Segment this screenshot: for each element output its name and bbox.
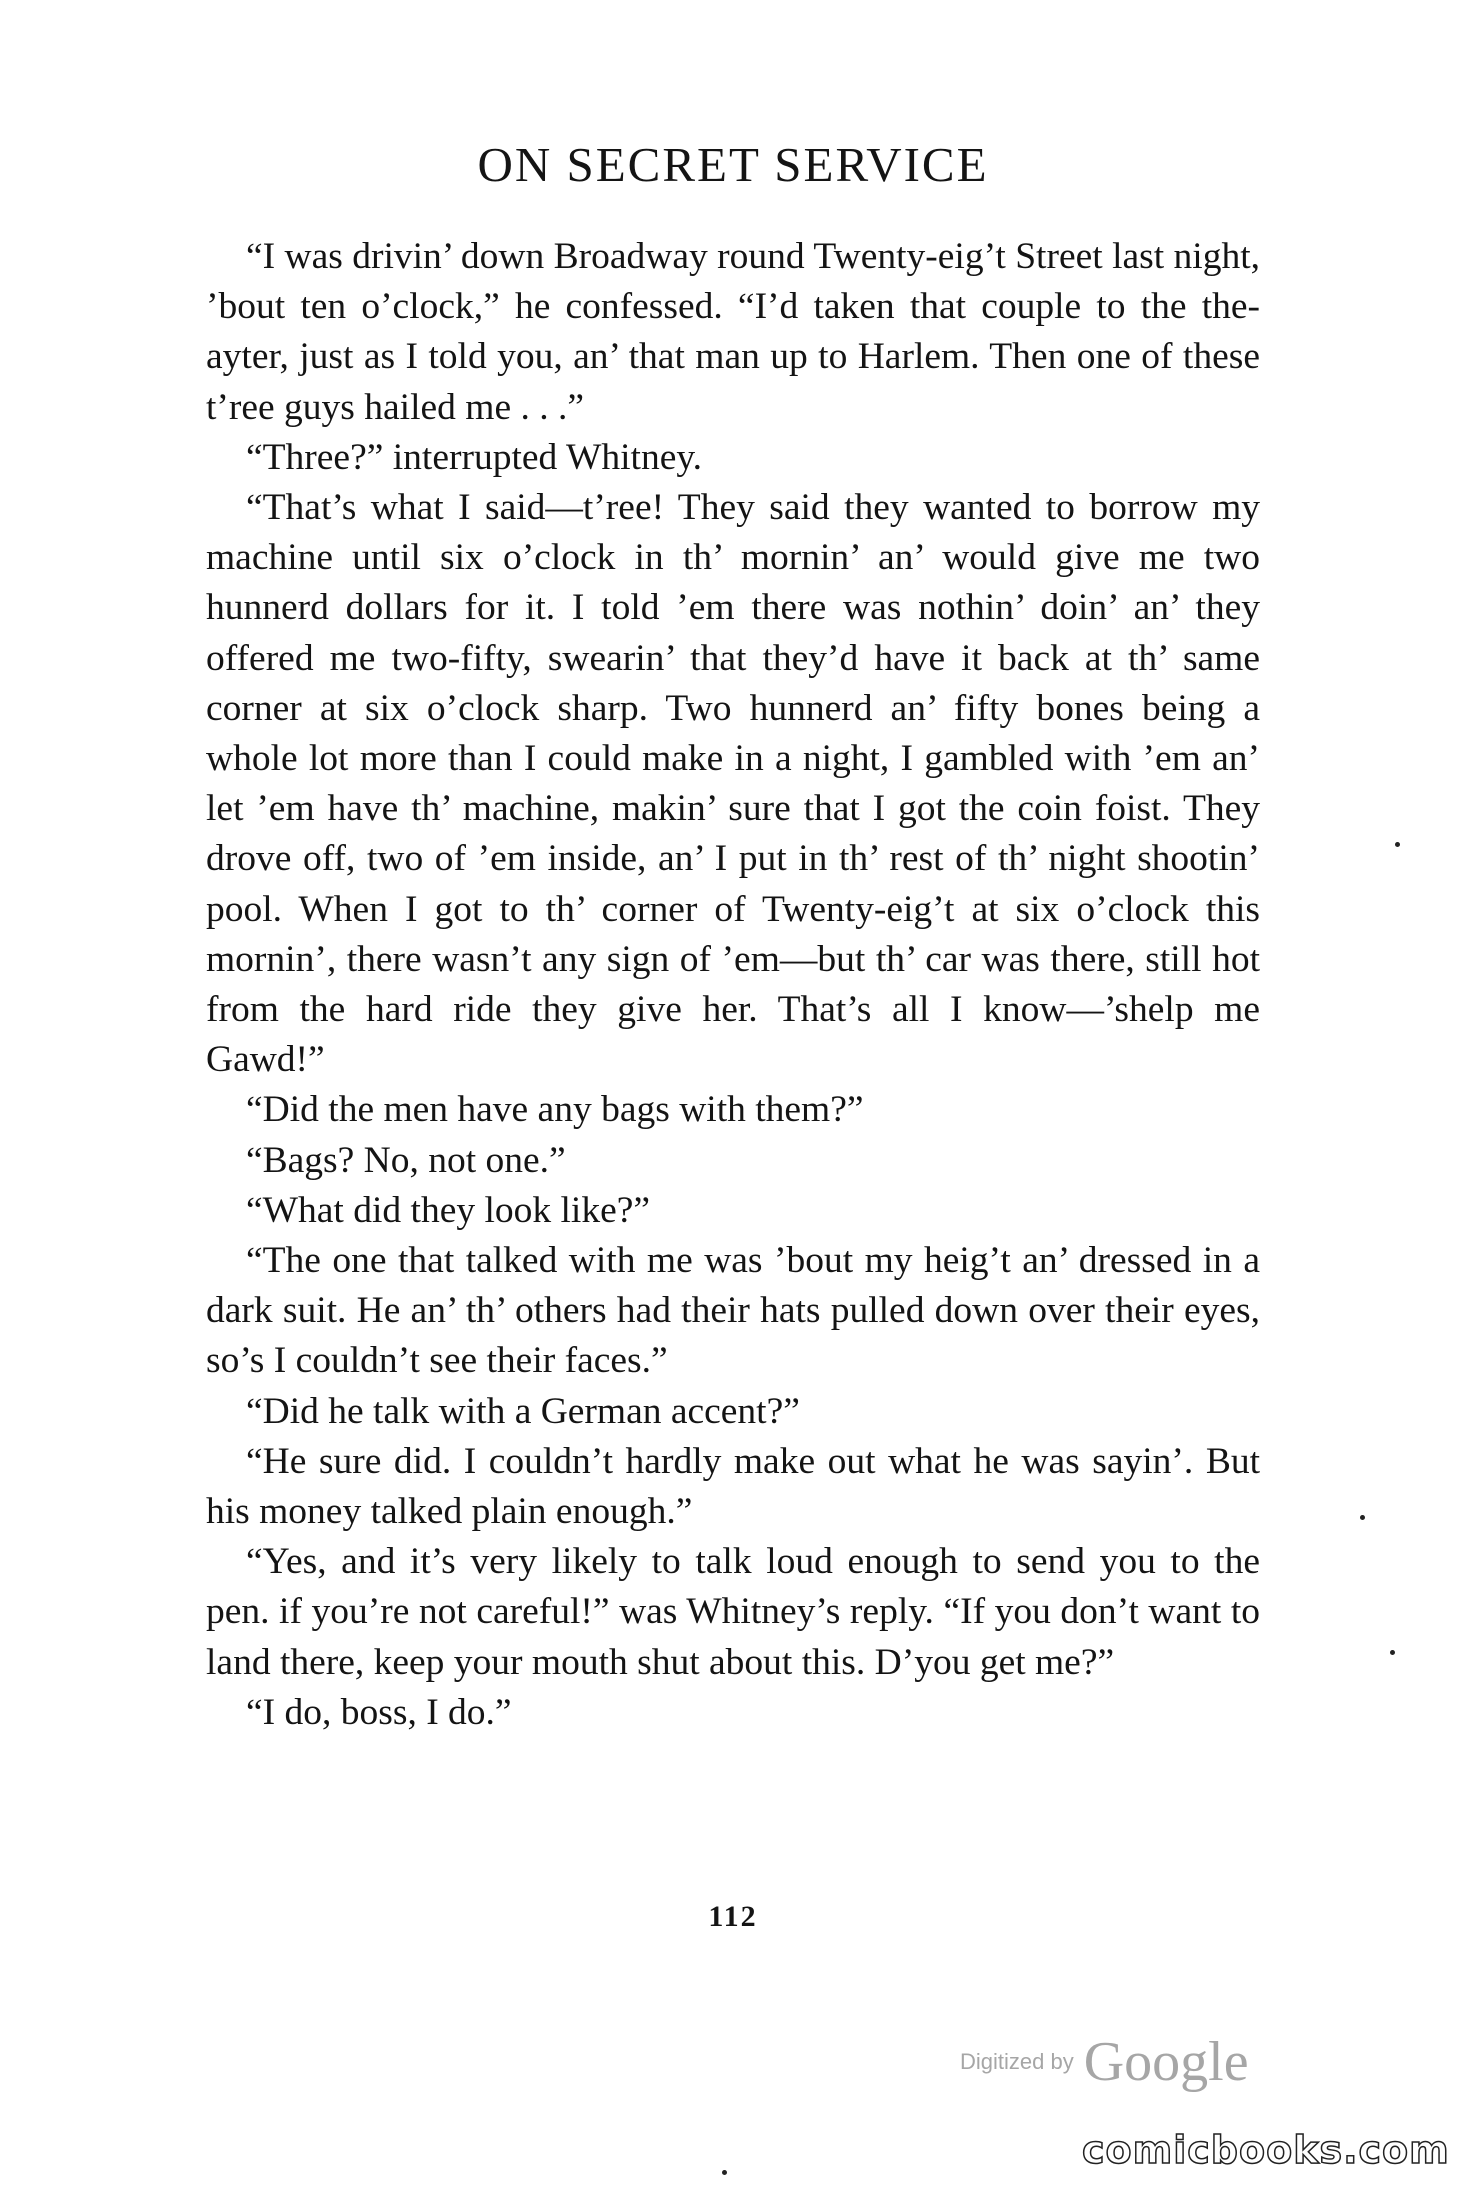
ink-speck: [1390, 1650, 1395, 1655]
page-number: 112: [708, 1900, 758, 1933]
paragraph-10: “Yes, and it’s very likely to talk loud enough to send you to the pen. if you’re not careful!” was Whitney’s reply. “If you don’t want to land there, keep your mouth shut about this. D’you get me?”: [206, 1541, 1260, 1683]
paragraph-11: “I do, boss, I do.”: [246, 1691, 512, 1733]
paragraph-4: “Did the men have any bags with them?”: [246, 1089, 864, 1131]
paragraph-8: “Did he talk with a German accent?”: [246, 1390, 800, 1432]
comicbooks-watermark: comicbooks.com: [1082, 2128, 1450, 2172]
ink-speck: [1360, 1515, 1365, 1520]
digitized-by-google-watermark: [960, 2030, 1249, 2094]
paragraph-6: “What did they look like?”: [246, 1189, 651, 1231]
digitized-by-label: Digitized by: [960, 2049, 1074, 2074]
paragraph-1: “I was drivin’ down Broadway round Twenty-eig’t Street last night, ’bout ten o’clock,” he confessed. “I’d taken that couple to the the-ayter, just as I told you, an’ that man up to Harlem. Then one of these t’ree guys hailed me . . .”: [206, 236, 1260, 428]
page-header: ON SECRET SERVICE: [477, 137, 989, 192]
paragraph-7: “The one that talked with me was ’bout my heig’t an’ dressed in a dark suit. He an’ th’ others had their hats pulled down over their eyes, so’s I couldn’t see their faces.”: [206, 1240, 1260, 1382]
paragraph-5: “Bags? No, not one.”: [246, 1139, 566, 1181]
paragraph-2: “Three?” interrupted Whitney.: [246, 436, 703, 478]
google-logo: Google: [1083, 2031, 1249, 2093]
body-text: [206, 232, 1260, 1738]
paragraph-3: “That’s what I said—t’ree! They said they wanted to borrow my machine until six o’clock in th’ mornin’ an’ would give me two hunnerd dollars for it. I told ’em there was nothin’ doin’ an’ they offered me two-fifty, swearin’ that they’d have it back at th’ same corner at six o’clock sharp. Two hunnerd an’ fifty bones being a whole lot more than I could make in a night, I gambled with ’em an’ let ’em have th’ machine, makin’ sure that I got the coin foist. They drove off, two of ’em inside, an’ I put in th’ rest of th’ night shootin’ pool. When I got to th’ corner of Twenty-eig’t at six o’clock this mornin’, there wasn’t any sign of ’em—but th’ car was there, still hot from the hard ride they give her. That’s all I know—’shelp me Gawd!”: [206, 487, 1260, 1081]
paragraph-9: “He sure did. I couldn’t hardly make out what he was sayin’. But his money talked plain enough.”: [206, 1440, 1260, 1533]
ink-speck: [722, 2170, 727, 2175]
ink-speck: [1395, 842, 1400, 847]
